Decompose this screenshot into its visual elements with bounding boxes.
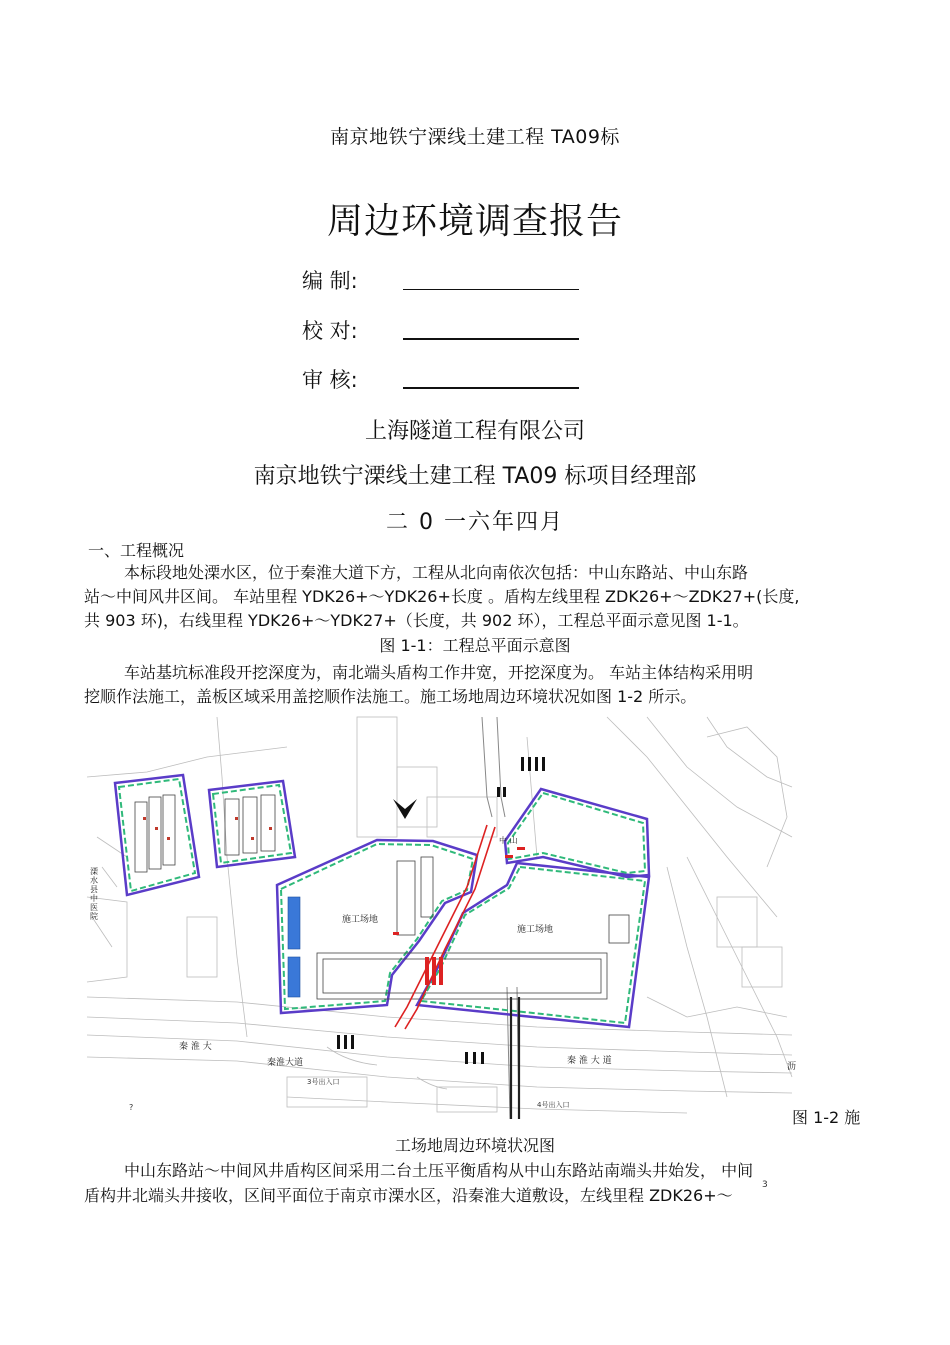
para3-line1: 中山东路站～中间风井盾构区间采用二台土压平衡盾构从中山东路站南端头井始发， 中间 [124,1161,754,1180]
map-label-road-right: 秦 淮 大 道 [567,1056,612,1066]
para2-line2: 挖顺作法施工，盖板区域采用盖挖顺作法施工。施工场地周边环境状况如图 1-2 所示。 [84,687,697,706]
sig-line-compile [403,289,579,290]
map-label-exit3: 3号出入口 [307,1078,340,1086]
map-label-exit4: 4号出入口 [537,1101,570,1109]
map-label-small-mark: ? [129,1103,134,1112]
map-label-road-left-2: 秦淮大道 [267,1058,304,1068]
map-label-side-text: 溧水县中医院 [90,867,98,921]
map-label-side-char: 沥 [787,1062,797,1072]
sig-label-compile: 编 制: [302,269,358,293]
para1-line1: 本标段地处溧水区，位于秦淮大道下方，工程从北向南依次包括：中山东路站、中山东路 [124,563,749,582]
map-label-site-left: 施工场地 [342,915,379,925]
sig-label-review: 审 核: [302,368,358,392]
para1-line2: 站～中间风井区间。 车站里程 YDK26+～YDK26+长度 。盾构左线里程 ZDK26+～ZDK27+(长度, [84,587,800,606]
header-line: 南京地铁宁溧线土建工程 TA09标 [330,126,620,148]
map-label-site-right: 施工场地 [517,925,554,935]
sig-label-check: 校 对: [302,319,358,343]
map-label-road-vertical: 中 山 [499,836,518,845]
page-mark: 3 [762,1180,768,1190]
report-date: 二 0 一六年四月 [386,510,564,535]
sig-line-review [403,387,579,389]
sig-line-check [403,338,579,340]
para3-line2: 盾构井北端头井接收，区间平面位于南京市溧水区，沿秦淮大道敷设，左线里程 ZDK26+～ [84,1186,733,1205]
fig1-caption: 图 1-1：工程总平面示意图 [379,636,571,655]
map-label-road-left-1: 秦 淮 大 [179,1042,212,1052]
fig2-caption-b: 工场地周边环境状况图 [394,1136,555,1155]
section-heading: 一、工程概况 [88,541,185,560]
fig2-caption-a: 图 1-2 施 [792,1108,861,1127]
site-map [87,717,797,1119]
page-title: 周边环境调查报告 [326,201,623,242]
para2-line1: 车站基坑标准段开挖深度为，南北端头盾构工作井宽，开挖深度为。 车站主体结构采用明 [124,663,754,682]
para1-line3: 共 903 环)，右线里程 YDK26+～YDK27+（长度，共 902 环），工程总平面示意见图 1-1。 [84,611,749,630]
company-name: 上海隧道工程有限公司 [364,419,585,444]
department-name: 南京地铁宁溧线土建工程 TA09 标项目经理部 [253,464,697,489]
